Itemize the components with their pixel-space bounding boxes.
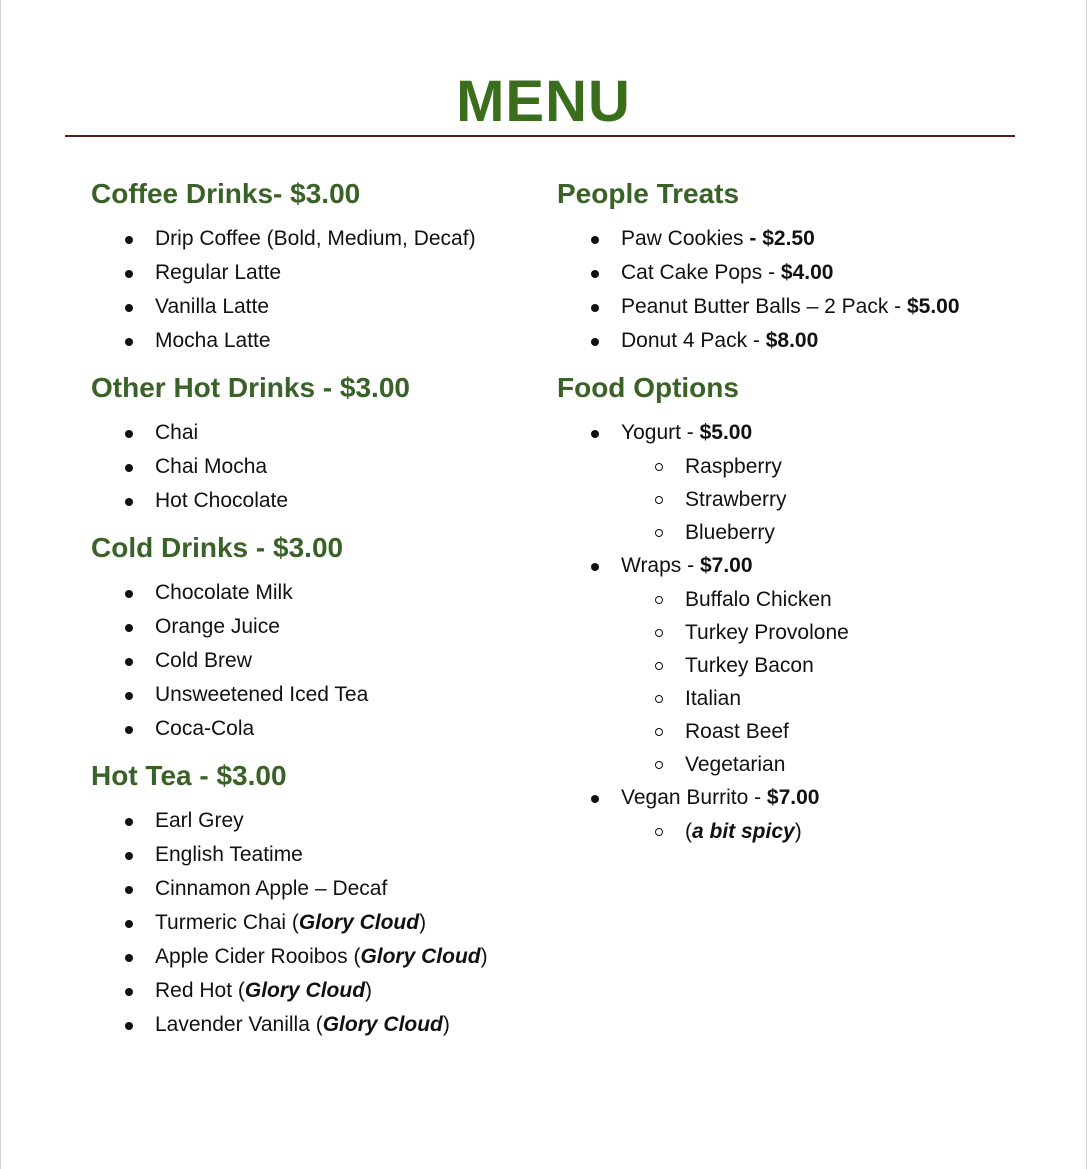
list-item: Hot Chocolate [91,484,551,518]
list-item: Earl Grey [91,804,551,838]
list-item: English Teatime [91,838,551,872]
sub-item: Blueberry [621,516,1057,549]
price: $5.00 [699,421,753,444]
section-heading: Hot Tea - $3.00 [91,760,287,791]
list-item: Paw Cookies - $2.50 [557,222,1057,256]
list-item: Coca-Cola [91,712,551,746]
sub-item: Buffalo Chicken [621,583,1057,616]
price: $4.00 [780,261,834,284]
section-hot-tea [91,754,551,1042]
list-item: Turmeric Chai (Glory Cloud) [91,906,551,940]
sub-item: Roast Beef [621,715,1057,748]
brand-name: Glory Cloud [244,979,366,1002]
section-heading: Other Hot Drinks - $3.00 [91,372,410,403]
price: $7.00 [699,554,753,577]
list-item: Orange Juice [91,610,551,644]
item-list [91,576,551,746]
list-item: Wraps - $7.00 Buffalo Chicken Turkey Provolone Turkey Bacon Italian Roast Beef Vegetarian [557,549,1057,781]
section-cold-drinks [91,526,551,746]
section-heading: People Treats [557,178,740,209]
list-item: Chai [91,416,551,450]
brand-name: Glory Cloud [322,1013,443,1036]
sub-item: Italian [621,682,1057,715]
sub-item: Vegetarian [621,748,1057,781]
section-heading: Cold Drinks - $3.00 [91,532,344,563]
sub-item: Strawberry [621,483,1057,516]
section-other-hot-drinks [91,366,551,518]
list-item: Red Hot (Glory Cloud) [91,974,551,1008]
note-text: a bit spicy [692,820,795,843]
section-food-options [557,366,1057,848]
list-item: Regular Latte [91,256,551,290]
list-item: Donut 4 Pack - $8.00 [557,324,1057,358]
right-column [557,172,1057,848]
sub-item: Turkey Provolone [621,616,1057,649]
item-list [557,222,1057,358]
list-item: Chocolate Milk [91,576,551,610]
section-heading: Coffee Drinks- $3.00 [91,178,361,209]
list-item: Vegan Burrito - $7.00 (a bit spicy) [557,781,1057,848]
list-item: Cat Cake Pops - $4.00 [557,256,1057,290]
list-item: Cinnamon Apple – Decaf [91,872,551,906]
list-item: Yogurt - $5.00 Raspberry Strawberry Blueberry [557,416,1057,549]
list-item: Vanilla Latte [91,290,551,324]
price: $5.00 [906,295,960,318]
item-list [91,222,551,358]
sub-list [621,815,1057,848]
list-item: Apple Cider Rooibos (Glory Cloud) [91,940,551,974]
brand-name: Glory Cloud [298,911,420,934]
list-item: Chai Mocha [91,450,551,484]
list-item: Unsweetened Iced Tea [91,678,551,712]
sub-list [621,450,1057,549]
sub-item: Raspberry [621,450,1057,483]
sub-item: Turkey Bacon [621,649,1057,682]
price: $7.00 [766,786,820,809]
price: - $2.50 [749,227,815,250]
list-item: Cold Brew [91,644,551,678]
item-list [557,416,1057,848]
section-coffee-drinks [91,172,551,358]
item-list [91,804,551,1042]
list-item: Drip Coffee (Bold, Medium, Decaf) [91,222,551,256]
section-people-treats [557,172,1057,358]
sub-item: (a bit spicy) [621,815,1057,848]
sub-list [621,583,1057,781]
brand-name: Glory Cloud [360,945,481,968]
list-item: Lavender Vanilla (Glory Cloud) [91,1008,551,1042]
left-column [91,172,551,1042]
title-divider [65,135,1015,137]
list-item: Mocha Latte [91,324,551,358]
section-heading: Food Options [557,372,739,403]
item-list [91,416,551,518]
list-item: Peanut Butter Balls – 2 Pack - $5.00 [557,290,1057,324]
price: $8.00 [765,329,819,352]
page-title: MENU [456,69,631,134]
